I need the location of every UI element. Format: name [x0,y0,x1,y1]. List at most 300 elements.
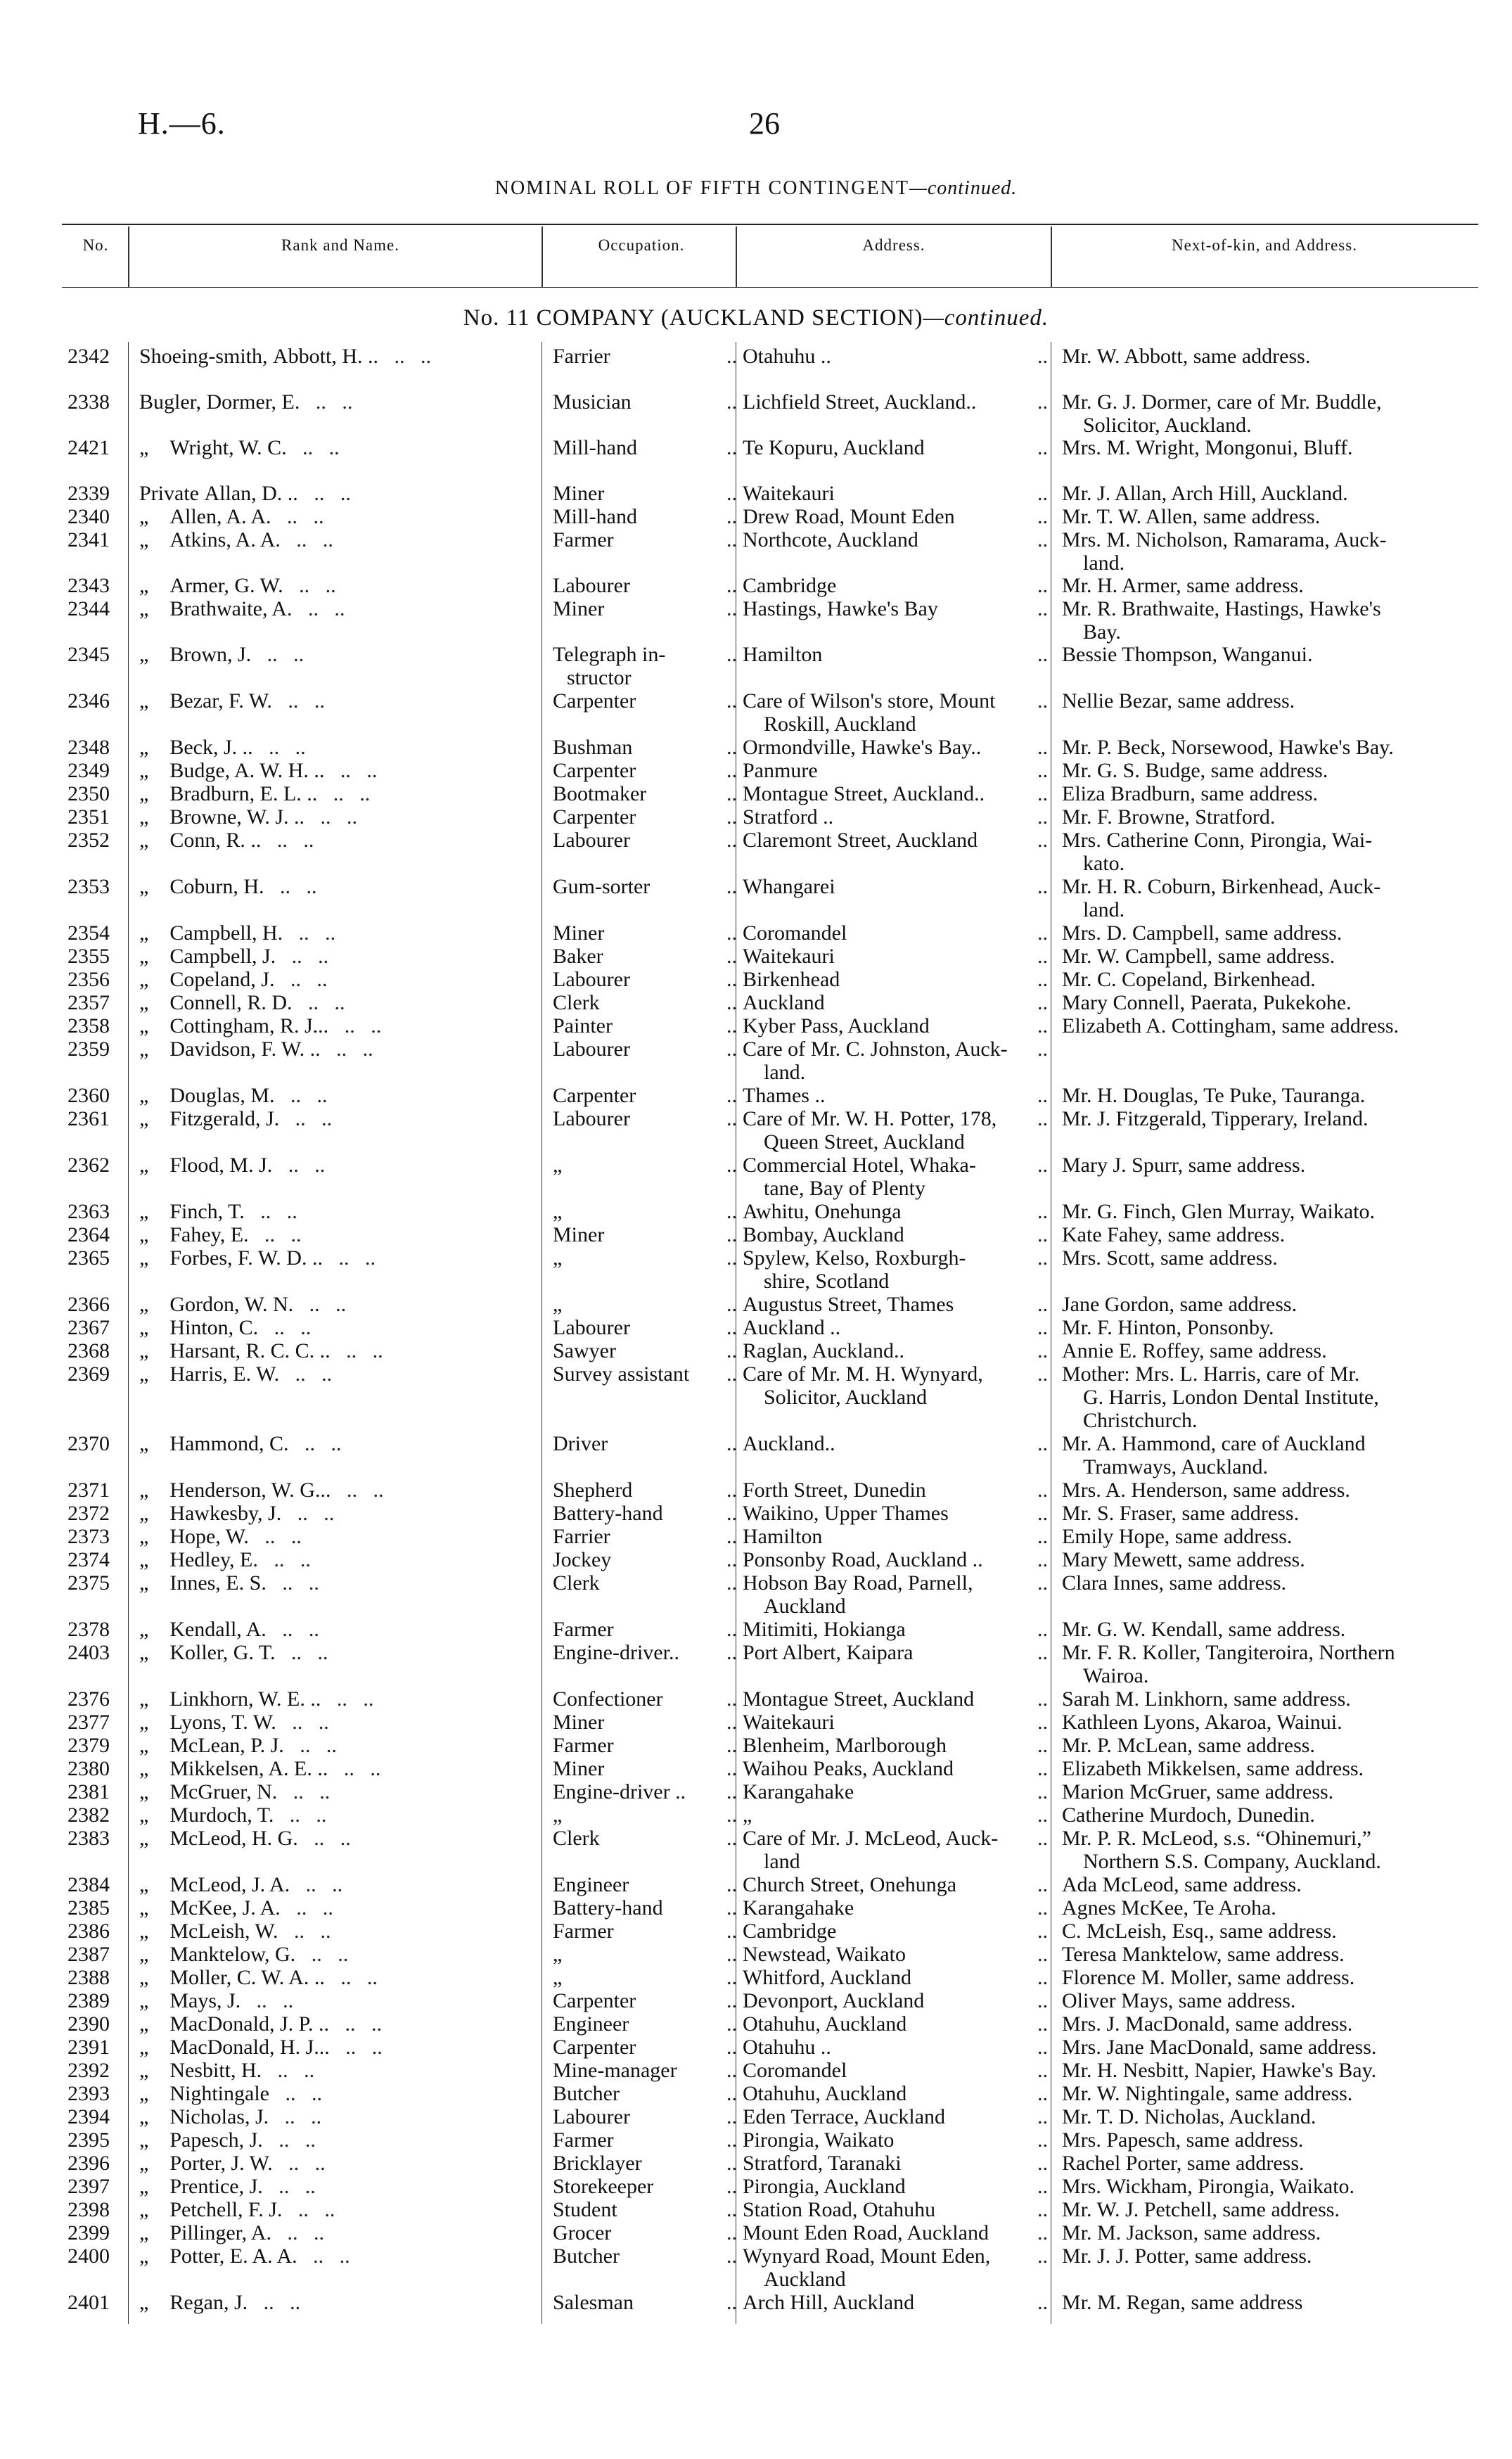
rank-name [139,1989,542,2012]
occupation-text: Carpenter [553,1989,636,2012]
row-number: 2344 [68,597,110,620]
occupation [553,759,737,782]
occupation [553,1641,737,1664]
leader-dots: .. [726,1362,737,1386]
address-cell [743,1362,1048,1409]
address-text: Panmure [743,759,818,782]
address-cell [743,2128,1048,2152]
column-header-kin: Next-of-kin, and Address. [1172,236,1357,254]
next-of-kin: Catherine Murdoch, Dunedin. [1062,1803,1315,1827]
rank-label: „ [139,1200,149,1223]
occupation-text: Miner [553,482,605,505]
address-cell [743,991,1048,1014]
leader-dots: .. [1037,2036,1048,2059]
occupation [553,1525,737,1548]
leader-dots: .. [1037,482,1048,505]
rank-name [139,2221,542,2244]
leader-dots: .. [1037,1548,1048,1571]
next-of-kin: Mrs. A. Henderson, same address. [1062,1478,1350,1502]
occupation-cell [553,1200,737,1223]
occupation [553,1989,737,2012]
occupation-text: Clerk [553,1827,600,1850]
rank-label: „ [139,1478,149,1502]
next-of-kin: Mr. A. Hammond, care of Auckland [1062,1432,1366,1455]
address [743,945,1048,968]
occupation-cell [553,2198,737,2221]
next-of-kin: Mr. H. Armer, same address. [1062,574,1304,597]
rank-name [139,1107,542,1130]
leader-dots: .. [726,829,737,852]
rank-label: „ [139,1548,149,1571]
leader-dots: .. [1037,1316,1048,1339]
address-cell [743,1711,1048,1734]
address [743,1084,1048,1107]
row-number: 2391 [68,2036,110,2059]
top-rule [62,224,1478,225]
leader-dots: .. [1037,782,1048,805]
occupation-cell [553,505,737,528]
occupation-cell [553,1246,737,1270]
address [743,2059,1048,2082]
leader-dots: .. [1037,436,1048,459]
soldier-name: Prentice, J. [169,2175,263,2198]
leader-dots: .. [726,2012,737,2036]
next-of-kin: Mrs. Scott, same address. [1062,1246,1278,1270]
address-cell [743,1246,1048,1293]
address [743,1618,1048,1641]
address-cell [743,2105,1048,2128]
rank-label: „ [139,574,149,597]
leader-dots: .. [726,528,737,551]
leader-dots: .. [726,1780,737,1803]
row-number: 2381 [68,1780,110,1803]
address-cell [743,1803,1048,1827]
next-of-kin-cell [1062,782,1477,805]
row-number: 2348 [68,736,110,759]
leader-dots: .. .. [274,968,328,991]
leader-dots: .. [726,1896,737,1920]
rank-name [139,1293,542,1316]
address-cell [743,1502,1048,1525]
rank-label: „ [139,945,149,968]
address-text: Auckland [743,991,825,1014]
leader-dots: .. .. [241,1989,294,2012]
rank-label: „ [139,2036,149,2059]
leader-dots: .. [726,1618,737,1641]
leader-dots: .. .. [328,1757,381,1780]
soldier-name: McLeod, J. A. [169,1873,290,1896]
occupation-text: Jockey [553,1548,612,1571]
rank-name [139,1757,542,1780]
occupation-text: Labourer [553,1316,630,1339]
address-cell [743,528,1048,551]
next-of-kin: Mr. W. Nightingale, same address. [1062,2082,1353,2105]
occupation [553,921,737,945]
address [743,689,1048,713]
next-of-kin-cell [1062,1014,1477,1037]
leader-dots: .. [726,2082,737,2105]
occupation-cell [553,1084,737,1107]
occupation-text: „ [553,1200,563,1223]
occupation-text: Engineer [553,1873,629,1896]
next-of-kin: Mr. W. Campbell, same address. [1062,945,1335,968]
next-of-kin-cell [1062,505,1477,528]
address-cell [743,1154,1048,1200]
rank-name [139,1432,542,1455]
next-of-kin-continued: Bay. [1083,620,1121,644]
row-number: 2361 [68,1107,110,1130]
occupation-cell [553,1548,737,1571]
rank-name [139,1571,542,1595]
occupation-cell [553,2175,737,2198]
leader-dots: .. [726,436,737,459]
address-text: Waitekauri [743,1711,835,1734]
soldier-name: Brathwaite, A. [169,597,293,620]
occupation-text: Mine-manager [553,2059,677,2082]
soldier-name: Hinton, C. [169,1316,259,1339]
address-cell [743,2291,1048,2314]
next-of-kin-cell [1062,1362,1477,1432]
next-of-kin-cell [1062,2128,1477,2152]
row-number: 2389 [68,1989,110,2012]
next-of-kin-cell [1062,345,1477,368]
next-of-kin: Sarah M. Linkhorn, same address. [1062,1687,1351,1711]
rank-label: „ [139,2012,149,2036]
occupation [553,1223,737,1246]
occupation-text: Farmer [553,2128,614,2152]
address-cell [743,875,1048,898]
leader-dots: .. .. [292,597,345,620]
leader-dots: .. .. [331,1478,384,1502]
row-number: 2382 [68,1803,110,1827]
address-cell [743,1641,1048,1664]
leader-dots: .. [1037,736,1048,759]
soldier-name: Dormer, E. [206,390,300,414]
soldier-name: Budge, A. W. H. .. [169,759,325,782]
address-text: Care of Mr. C. Johnston, Auck- [743,1037,1008,1061]
row-number: 2365 [68,1246,110,1270]
occupation-text: Labourer [553,829,630,852]
occupation [553,1084,737,1107]
row-number: 2397 [68,2175,110,2198]
rank-label: „ [139,1246,149,1270]
leader-dots: .. [726,1734,737,1757]
soldier-name: Linkhorn, W. E. .. [169,1687,321,1711]
soldier-name: Abbott, H. .. [273,345,379,368]
address-text: Hamilton [743,643,823,666]
occupation-cell [553,945,737,968]
occupation-text: Farmer [553,528,614,551]
next-of-kin: Mother: Mrs. L. Harris, care of Mr. [1062,1362,1360,1386]
rank-name [139,2198,542,2221]
address [743,968,1048,991]
row-number: 2380 [68,1757,110,1780]
next-of-kin: Teresa Manktelow, same address. [1062,1943,1345,1966]
rank-name [139,689,542,713]
address-text: Church Street, Onehunga [743,1873,957,1896]
address-text: Cambridge [743,1920,837,1943]
address-continued: Auckland [764,2268,846,2291]
next-of-kin-cell [1062,689,1477,713]
soldier-name: Porter, J. W. [169,2152,273,2175]
rank-name [139,1641,542,1664]
address [743,1641,1048,1664]
column-header-address: Address. [862,236,925,254]
occupation-text: Salesman [553,2291,634,2314]
leader-dots: .. .. [288,1432,342,1455]
rank-label: „ [139,1571,149,1595]
occupation-cell [553,1827,737,1850]
leader-dots: .. [1037,1687,1048,1711]
occupation [553,482,737,505]
row-number: 2360 [68,1084,110,1107]
soldier-name: Manktelow, G. [169,1943,296,1966]
leader-dots: .. [726,1084,737,1107]
page-number: 26 [749,106,780,141]
leader-dots: .. [726,597,737,620]
address-cell [743,1943,1048,1966]
leader-dots: .. [726,2175,737,2198]
rank-label: „ [139,875,149,898]
occupation-text: Grocer [553,2221,612,2244]
rank-label: „ [139,1966,149,1989]
next-of-kin: Nellie Bezar, same address. [1062,689,1295,713]
address-continued: land. [764,1061,806,1084]
address [743,875,1048,898]
next-of-kin: Mr. F. R. Koller, Tangiteroira, Northern [1062,1641,1395,1664]
leader-dots: .. .. [261,829,314,852]
rank-label: „ [139,1827,149,1850]
address [743,2082,1048,2105]
address-text: Waikino, Upper Thames [743,1502,949,1525]
leader-dots: .. [1037,1641,1048,1664]
address [743,1571,1048,1595]
rank-label: „ [139,1362,149,1386]
address-cell [743,2012,1048,2036]
leader-dots: .. .. [295,1943,349,1966]
address [743,782,1048,805]
occupation [553,991,737,1014]
address-text: Otahuhu, Auckland [743,2012,907,2036]
address-text: Commercial Hotel, Whaka- [743,1154,976,1177]
leader-dots: .. [1037,875,1048,898]
address [743,736,1048,759]
address-text: Newstead, Waikato [743,1943,906,1966]
row-number: 2345 [68,643,110,666]
soldier-name: Campbell, H. [169,921,283,945]
address [743,390,1048,414]
row-number: 2368 [68,1339,110,1362]
rank-label: „ [139,1780,149,1803]
occupation-cell [553,482,737,505]
occupation-cell [553,1687,737,1711]
row-number: 2370 [68,1432,110,1455]
page-title [0,177,1512,200]
soldier-name: Douglas, M. [169,1084,275,1107]
rank-label: „ [139,1107,149,1130]
occupation-text: Baker [553,945,603,968]
occupation-cell [553,1920,737,1943]
soldier-name: Koller, G. T. [169,1641,276,1664]
address-cell [743,1107,1048,1154]
next-of-kin: Bessie Thompson, Wanganui. [1062,643,1313,666]
occupation-text: Carpenter [553,759,636,782]
leader-dots: .. .. [290,1873,343,1896]
column-header-no: No. [82,236,109,254]
leader-dots: .. .. [277,1780,331,1803]
next-of-kin-cell [1062,1641,1477,1687]
leader-dots: .. [1037,2105,1048,2128]
leader-dots: .. [1037,1943,1048,1966]
next-of-kin-cell [1062,1316,1477,1339]
rank-label: „ [139,2198,149,2221]
next-of-kin-cell [1062,1780,1477,1803]
occupation [553,345,737,368]
soldier-name: Nesbitt, H. [169,2059,262,2082]
occupation-text: Butcher [553,2082,620,2105]
rank-label: „ [139,991,149,1014]
leader-dots: .. .. [271,2221,324,2244]
occupation-text: Mill-hand [553,505,637,528]
leader-dots: .. [726,991,737,1014]
occupation-cell [553,1711,737,1734]
next-of-kin-cell [1062,1084,1477,1107]
address-cell [743,345,1048,368]
occupation [553,829,737,852]
leader-dots: .. [726,1432,737,1455]
next-of-kin: Mrs. Catherine Conn, Pirongia, Wai- [1062,829,1373,852]
leader-dots: .. [726,1571,737,1595]
address-cell [743,1037,1048,1084]
page-title-suffix: —continued. [909,177,1018,199]
next-of-kin-cell [1062,1943,1477,1966]
address-cell [743,1478,1048,1502]
next-of-kin-cell [1062,1827,1477,1873]
next-of-kin: Clara Innes, same address. [1062,1571,1287,1595]
rank-label: „ [139,1014,149,1037]
leader-dots: .. [1037,1989,1048,2012]
leader-dots: .. [726,1339,737,1362]
leader-dots: .. [726,1966,737,1989]
leader-dots: .. .. [257,1548,311,1571]
row-number: 2373 [68,1525,110,1548]
rank-name [139,2059,542,2082]
row-number: 2351 [68,805,110,829]
occupation [553,805,737,829]
soldier-name: Pillinger, A. [169,2221,271,2244]
rank-label: „ [139,505,149,528]
row-number: 2341 [68,528,110,551]
occupation-cell [553,991,737,1014]
occupation [553,574,737,597]
next-of-kin-cell [1062,991,1477,1014]
soldier-name: Cottingham, R. J... [169,1014,329,1037]
address-cell [743,1432,1048,1455]
rank-name [139,1525,542,1548]
address [743,1734,1048,1757]
next-of-kin: Mr. H. Nesbitt, Napier, Hawke's Bay. [1062,2059,1377,2082]
next-of-kin-cell [1062,2059,1477,2082]
rank-name [139,921,542,945]
next-of-kin-cell [1062,2036,1477,2059]
address-text: Stratford .. [743,805,834,829]
address-text: Otahuhu .. [743,345,831,368]
next-of-kin: Ada McLeod, same address. [1062,1873,1302,1896]
leader-dots: .. [726,345,737,368]
address [743,1525,1048,1548]
leader-dots: .. [726,2036,737,2059]
leader-dots: .. .. [378,345,432,368]
rank-name [139,2244,542,2268]
address-cell [743,1989,1048,2012]
occupation [553,1757,737,1780]
leader-dots: .. [726,945,737,968]
leader-dots: .. .. [269,2105,322,2128]
leader-dots: .. [1037,1362,1048,1386]
leader-dots: .. [726,1154,737,1177]
next-of-kin: Mary Connell, Paerata, Pukekohe. [1062,991,1352,1014]
occupation-cell [553,1154,737,1177]
row-number: 2394 [68,2105,110,2128]
occupation [553,1920,737,1943]
row-number: 2355 [68,945,110,968]
occupation-text: Farrier [553,345,610,368]
occupation-text: „ [553,1803,563,1827]
next-of-kin-cell [1062,1548,1477,1571]
next-of-kin-cell [1062,2152,1477,2175]
leader-dots: .. .. [274,1084,328,1107]
address-text: Mount Eden Road, Auckland [743,2221,989,2244]
address-text: Spylew, Kelso, Roxburgh- [743,1246,966,1270]
next-of-kin-cell [1062,1873,1477,1896]
address-text: Bombay, Auckland [743,1223,904,1246]
address-text: Ormondville, Hawke's Bay.. [743,736,982,759]
address-cell [743,1734,1048,1757]
address-cell [743,1873,1048,1896]
next-of-kin: Mrs. D. Campbell, same address. [1062,921,1343,945]
leader-dots: .. [1037,643,1048,666]
address [743,1780,1048,1803]
leader-dots: .. .. [272,1154,326,1177]
next-of-kin-cell [1062,390,1477,437]
address-cell [743,2198,1048,2221]
row-number: 2350 [68,782,110,805]
leader-dots: .. [1037,1780,1048,1803]
leader-dots: .. [726,1757,737,1780]
address-text: Raglan, Auckland.. [743,1339,904,1362]
next-of-kin-cell [1062,528,1477,575]
leader-dots: .. [1037,1827,1048,1850]
row-number: 2340 [68,505,110,528]
soldier-name: Hedley, E. [169,1548,258,1571]
leader-dots: .. .. [280,1896,333,1920]
leader-dots: .. [726,921,737,945]
rank-label: „ [139,1711,149,1734]
address-cell [743,1339,1048,1362]
address [743,1827,1048,1850]
leader-dots: .. .. [297,482,351,505]
occupation [553,1711,737,1734]
occupation [553,505,737,528]
leader-dots: .. [726,1920,737,1943]
occupation [553,736,737,759]
soldier-name: Forbes, F. W. D. .. [169,1246,323,1270]
occupation [553,1548,737,1571]
address [743,2152,1048,2175]
occupation-cell [553,1780,737,1803]
leader-dots: .. [726,968,737,991]
next-of-kin-cell [1062,2175,1477,2198]
